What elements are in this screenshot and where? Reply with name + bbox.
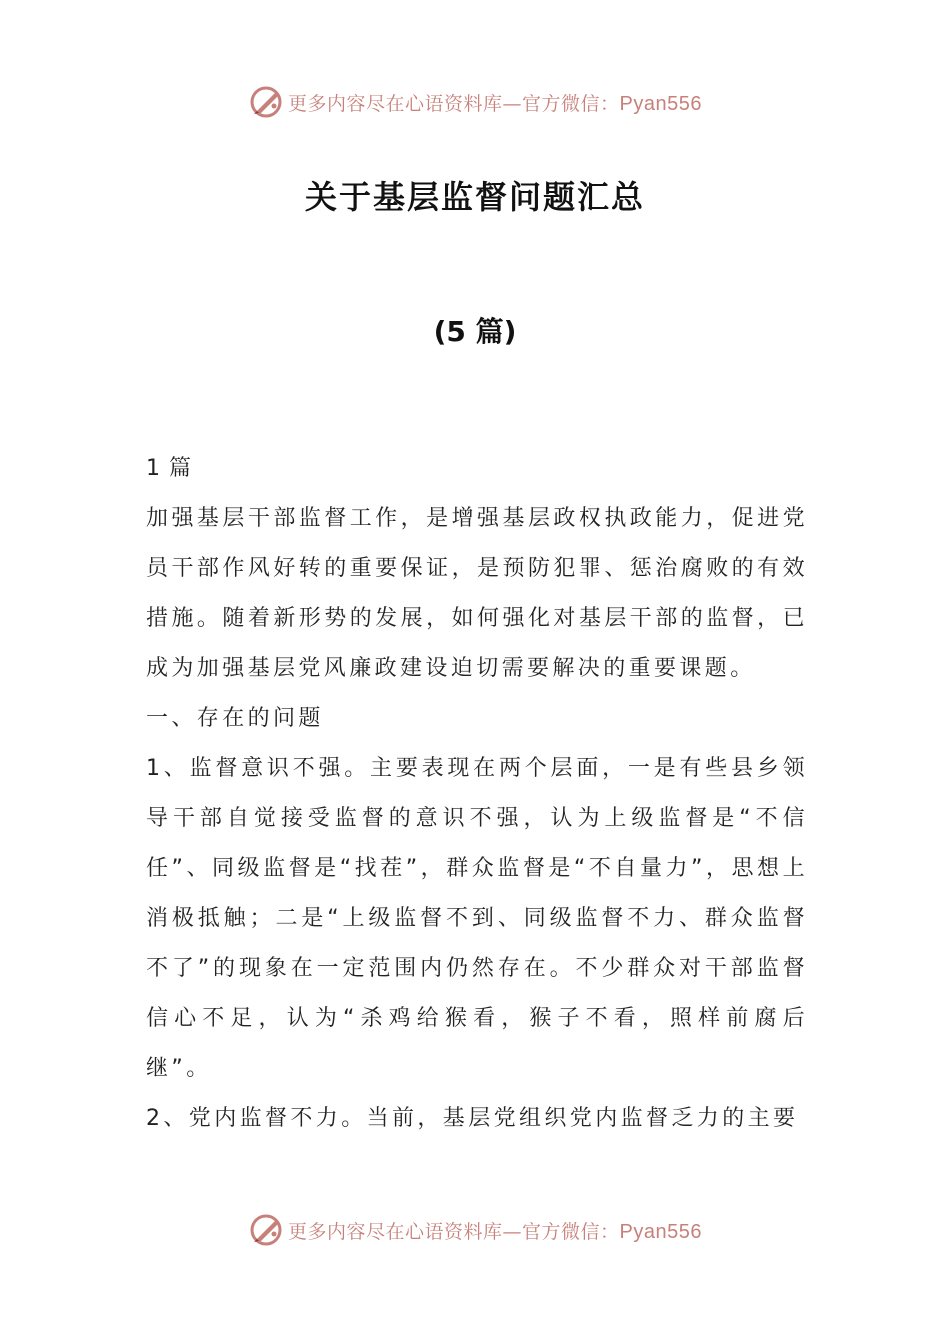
watermark-text: 更多内容尽在心语资料库—官方微信：Pyan556 (288, 92, 702, 115)
document-body (146, 444, 808, 1144)
watermark-header (0, 82, 950, 122)
paragraph: 加强基层干部监督工作，是增强基层政权执政能力，促进党员干部作风好转的重要保证，是预防犯罪、惩治腐败的有效措施。随着新形势的发展，如何强化对基层干部的监督，已成为加强基层党风廉政建设迫切需要解决的重要课题。 (146, 506, 808, 681)
paragraph: 2、党内监督不力。当前，基层党组织党内监督乏力的主要 (146, 1106, 799, 1131)
section-label: 1 篇 (146, 456, 192, 481)
document-title: 关于基层监督问题汇总 (304, 178, 645, 216)
paragraph: 1、监督意识不强。主要表现在两个层面，一是有些县乡领导干部自觉接受监督的意识不强，认为上级监督是“不信任”、同级监督是“找茬”，群众监督是“不自量力”，思想上消极抵触；二是“上级监督不到、同级监督不力、群众监督不了”的现象在一定范围内仍然存在。不少群众对干部监督信心不足，认为“杀鸡给猴看，猴子不看，照样前腐后继”。 (146, 756, 808, 1081)
pen-logo-icon (248, 84, 284, 120)
watermark-footer (0, 1210, 950, 1250)
pen-logo-icon (248, 1212, 284, 1248)
section-heading: 一、存在的问题 (146, 706, 324, 731)
document-subtitle: (5 篇) (433, 315, 517, 348)
watermark-text: 更多内容尽在心语资料库—官方微信：Pyan556 (288, 1220, 702, 1243)
